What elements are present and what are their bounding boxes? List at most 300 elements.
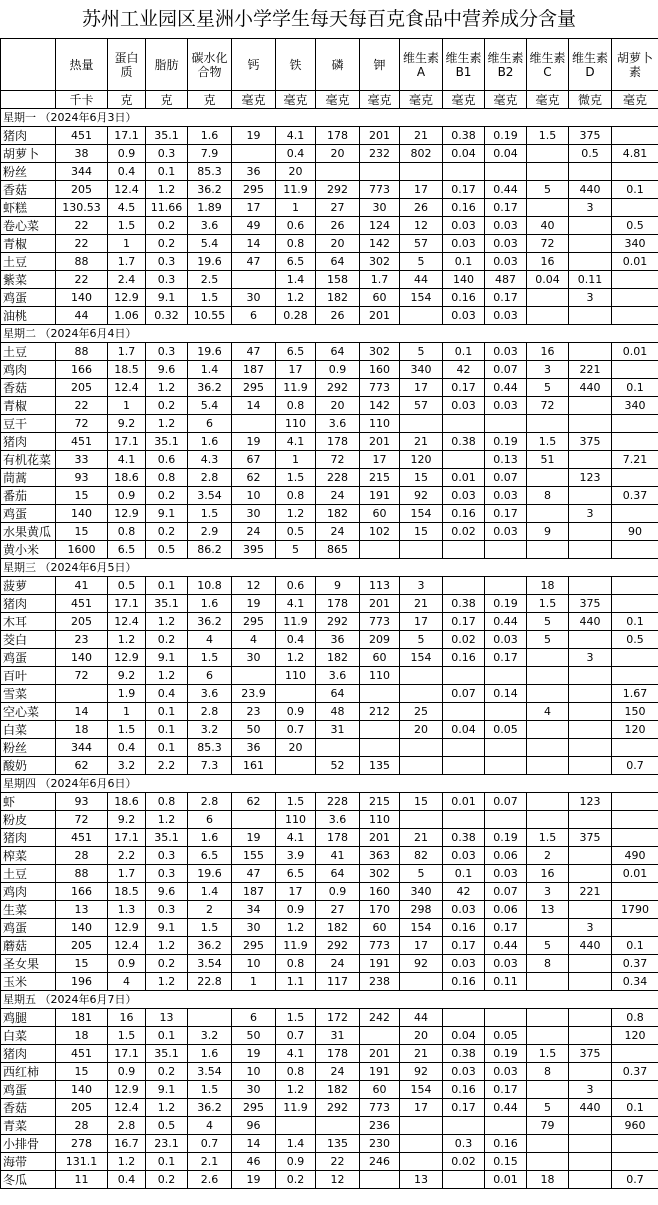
nutrient-value: 451: [56, 829, 108, 847]
nutrient-value: 93: [56, 793, 108, 811]
food-name: 香菇: [1, 1099, 56, 1117]
day-label: 星期二 （2024年6月4日）: [1, 325, 658, 343]
nutrient-value: 0.1: [612, 937, 658, 955]
nutrient-value: [360, 685, 400, 703]
food-name: 鸡肉: [1, 361, 56, 379]
nutrient-value: 11.9: [276, 613, 316, 631]
food-name: 有机花菜: [1, 451, 56, 469]
nutrient-value: [612, 595, 658, 613]
nutrient-value: [360, 739, 400, 757]
nutrient-value: 23.9: [232, 685, 276, 703]
nutrient-value: 238: [360, 973, 400, 991]
nutrient-value: 0.4: [276, 145, 316, 163]
nutrient-value: 3: [569, 919, 612, 937]
nutrient-value: 3: [569, 505, 612, 523]
nutrient-value: 236: [360, 1117, 400, 1135]
nutrient-value: [569, 451, 612, 469]
food-name: 鸡蛋: [1, 505, 56, 523]
nutrient-value: 0.01: [612, 253, 658, 271]
nutrient-value: 42: [443, 361, 485, 379]
nutrient-value: [569, 343, 612, 361]
nutrient-value: 20: [276, 163, 316, 181]
nutrient-value: 25: [400, 703, 443, 721]
nutrient-value: 9.2: [108, 667, 146, 685]
table-row: [1, 145, 658, 163]
nutrient-value: 9.2: [108, 415, 146, 433]
nutrient-value: 20: [276, 739, 316, 757]
column-header: 脂肪: [146, 39, 188, 91]
nutrient-value: 9.1: [146, 505, 188, 523]
table-row: [1, 1099, 658, 1117]
table-row: [1, 577, 658, 595]
nutrient-value: 0.01: [443, 793, 485, 811]
nutrient-value: 182: [316, 289, 360, 307]
nutrient-value: 0.03: [443, 217, 485, 235]
nutrient-value: 6.5: [276, 865, 316, 883]
nutrient-value: 18: [527, 1171, 569, 1189]
nutrient-value: 0.7: [612, 1171, 658, 1189]
nutrient-value: 0.04: [443, 721, 485, 739]
nutrient-value: 9.2: [108, 811, 146, 829]
nutrient-value: 0.04: [527, 271, 569, 289]
nutrient-value: 0.38: [443, 433, 485, 451]
nutrient-value: 6: [188, 667, 232, 685]
nutrient-value: [527, 289, 569, 307]
unit-cell: 毫克: [527, 91, 569, 109]
nutrient-value: 154: [400, 649, 443, 667]
nutrient-value: 295: [232, 613, 276, 631]
nutrient-value: 0.16: [443, 649, 485, 667]
nutrient-value: 246: [360, 1153, 400, 1171]
nutrient-value: 0.03: [485, 253, 527, 271]
food-name: 鸡腿: [1, 1009, 56, 1027]
nutrient-value: 1.5: [527, 1045, 569, 1063]
nutrient-value: 9.1: [146, 1081, 188, 1099]
nutrient-value: 5: [400, 343, 443, 361]
nutrient-value: 52: [316, 757, 360, 775]
nutrient-value: 10.55: [188, 307, 232, 325]
nutrient-value: 85.3: [188, 739, 232, 757]
day-label: 星期一 （2024年6月3日）: [1, 109, 658, 127]
nutrient-value: 142: [360, 397, 400, 415]
nutrient-value: 16: [527, 343, 569, 361]
food-name: 香菇: [1, 379, 56, 397]
nutrient-value: 0.19: [485, 595, 527, 613]
nutrient-value: 0.03: [443, 397, 485, 415]
nutrient-value: 490: [612, 847, 658, 865]
nutrient-value: 0.3: [146, 145, 188, 163]
nutrient-value: 0.1: [612, 379, 658, 397]
nutrient-value: [527, 541, 569, 559]
nutrient-value: 15: [400, 523, 443, 541]
nutrient-value: 5: [527, 1099, 569, 1117]
nutrient-value: 182: [316, 1081, 360, 1099]
nutrient-value: 0.38: [443, 127, 485, 145]
nutrient-value: 0.3: [146, 847, 188, 865]
nutrient-value: 0.03: [485, 235, 527, 253]
nutrient-value: 17: [400, 613, 443, 631]
day-header-row: [1, 325, 658, 343]
nutrient-value: 72: [527, 235, 569, 253]
nutrient-value: 0.8: [108, 523, 146, 541]
nutrient-value: [612, 1135, 658, 1153]
unit-cell: 微克: [569, 91, 612, 109]
nutrient-value: 0.2: [146, 1171, 188, 1189]
nutrient-value: 487: [485, 271, 527, 289]
nutrient-value: 0.3: [146, 901, 188, 919]
nutrient-value: 773: [360, 379, 400, 397]
nutrient-value: 0.07: [485, 793, 527, 811]
nutrient-value: [400, 1117, 443, 1135]
nutrient-value: [612, 1153, 658, 1171]
nutrient-value: 0.5: [276, 523, 316, 541]
nutrient-value: 33: [56, 451, 108, 469]
nutrient-value: [443, 1009, 485, 1027]
nutrient-value: 1.2: [146, 811, 188, 829]
nutrient-value: 34: [232, 901, 276, 919]
nutrient-value: 140: [56, 649, 108, 667]
nutrient-value: 0.9: [276, 1153, 316, 1171]
nutrient-value: 0.13: [485, 451, 527, 469]
nutrient-value: 0.44: [485, 1099, 527, 1117]
nutrient-value: 0.03: [443, 235, 485, 253]
nutrient-value: 0.2: [146, 631, 188, 649]
food-name: 西红柿: [1, 1063, 56, 1081]
nutrient-value: [612, 919, 658, 937]
nutrient-value: [443, 415, 485, 433]
nutrient-value: 0.8: [612, 1009, 658, 1027]
nutrient-value: 0.2: [146, 235, 188, 253]
nutrient-value: 18: [527, 577, 569, 595]
nutrient-value: 1.7: [108, 343, 146, 361]
nutrient-value: 19.6: [188, 253, 232, 271]
nutrient-value: [485, 541, 527, 559]
nutrient-value: 123: [569, 469, 612, 487]
food-name: 青椒: [1, 397, 56, 415]
nutrient-value: 117: [316, 973, 360, 991]
nutrient-value: 88: [56, 343, 108, 361]
nutrient-value: [400, 685, 443, 703]
nutrient-value: 21: [400, 1045, 443, 1063]
nutrient-value: 140: [56, 505, 108, 523]
nutrient-value: [188, 1009, 232, 1027]
nutrient-value: 773: [360, 937, 400, 955]
food-name: 鸡肉: [1, 883, 56, 901]
table-row: [1, 793, 658, 811]
column-header: 胡萝卜素: [612, 39, 658, 91]
nutrient-value: 1: [232, 973, 276, 991]
nutrient-value: 2.8: [188, 469, 232, 487]
nutrient-value: 178: [316, 127, 360, 145]
table-row: [1, 199, 658, 217]
nutrient-value: 1: [276, 199, 316, 217]
nutrient-value: 451: [56, 433, 108, 451]
nutrient-value: 19: [232, 1045, 276, 1063]
nutrient-value: 19: [232, 595, 276, 613]
food-name: 黄小米: [1, 541, 56, 559]
nutrient-value: 0.01: [443, 469, 485, 487]
nutrient-value: 0.38: [443, 829, 485, 847]
nutrient-value: 24: [316, 487, 360, 505]
nutrient-value: 0.9: [108, 955, 146, 973]
nutrient-value: 0.03: [485, 631, 527, 649]
nutrient-value: 47: [232, 865, 276, 883]
food-name: 青菜: [1, 1117, 56, 1135]
nutrient-value: 140: [56, 919, 108, 937]
nutrient-value: 0.07: [443, 685, 485, 703]
nutrient-value: 3.54: [188, 1063, 232, 1081]
nutrient-value: [569, 955, 612, 973]
table-row: [1, 847, 658, 865]
nutrient-value: [527, 667, 569, 685]
nutrient-value: 30: [360, 199, 400, 217]
nutrient-value: 205: [56, 937, 108, 955]
nutrient-value: 242: [360, 1009, 400, 1027]
nutrient-value: 0.1: [443, 865, 485, 883]
nutrient-value: 340: [612, 397, 658, 415]
nutrient-value: [569, 1153, 612, 1171]
nutrient-value: 160: [360, 361, 400, 379]
nutrient-value: 0.02: [443, 631, 485, 649]
nutrient-value: 72: [527, 397, 569, 415]
nutrient-value: [569, 973, 612, 991]
nutrient-value: 30: [232, 919, 276, 937]
nutrient-value: 0.44: [485, 181, 527, 199]
nutrient-value: [527, 415, 569, 433]
nutrient-value: 36.2: [188, 1099, 232, 1117]
nutrient-value: [400, 757, 443, 775]
nutrient-value: [527, 199, 569, 217]
table-row: [1, 1153, 658, 1171]
nutrient-value: 1: [108, 235, 146, 253]
nutrient-value: 0.11: [569, 271, 612, 289]
nutrient-value: 0.3: [146, 865, 188, 883]
nutrient-value: [485, 739, 527, 757]
nutrient-value: 0.17: [485, 649, 527, 667]
nutrient-value: 0.1: [146, 1027, 188, 1045]
nutrient-value: [569, 217, 612, 235]
nutrient-value: [527, 145, 569, 163]
nutrient-value: 1.4: [188, 361, 232, 379]
nutrient-value: 0.1: [612, 181, 658, 199]
nutrient-value: 0.15: [485, 1153, 527, 1171]
nutrient-value: 36: [232, 739, 276, 757]
table-row: [1, 433, 658, 451]
food-name: 土豆: [1, 343, 56, 361]
nutrient-value: [443, 703, 485, 721]
table-row: [1, 397, 658, 415]
nutrient-value: 0.34: [612, 973, 658, 991]
nutrient-value: 0.9: [108, 487, 146, 505]
nutrient-value: 2.8: [188, 703, 232, 721]
nutrient-value: 124: [360, 217, 400, 235]
nutrient-value: 0.01: [612, 865, 658, 883]
food-name: 土豆: [1, 253, 56, 271]
nutrient-value: [612, 199, 658, 217]
nutrient-value: 228: [316, 469, 360, 487]
nutrient-value: 6: [232, 1009, 276, 1027]
nutrient-value: 140: [56, 1081, 108, 1099]
nutrient-value: 0.16: [443, 505, 485, 523]
nutrient-value: 201: [360, 829, 400, 847]
nutrient-value: 0.9: [276, 901, 316, 919]
nutrient-value: 5: [276, 541, 316, 559]
table-row: [1, 379, 658, 397]
nutrient-value: 50: [232, 1027, 276, 1045]
nutrient-value: 1.2: [146, 1099, 188, 1117]
nutrient-value: 72: [56, 667, 108, 685]
nutrient-value: [612, 469, 658, 487]
nutrient-value: [612, 361, 658, 379]
food-name: 百叶: [1, 667, 56, 685]
nutrient-value: 19.6: [188, 865, 232, 883]
nutrient-value: 13: [527, 901, 569, 919]
nutrient-value: 36.2: [188, 379, 232, 397]
nutrient-value: 0.06: [485, 847, 527, 865]
nutrient-value: 64: [316, 343, 360, 361]
table-row: [1, 415, 658, 433]
nutrient-value: 3: [569, 1081, 612, 1099]
nutrient-value: 17.1: [108, 1045, 146, 1063]
food-name: 白菜: [1, 1027, 56, 1045]
nutrient-value: [527, 919, 569, 937]
nutrient-value: [569, 1063, 612, 1081]
nutrient-value: 0.6: [146, 451, 188, 469]
nutrient-value: 0.2: [146, 955, 188, 973]
table-row: [1, 1135, 658, 1153]
food-name: 粉皮: [1, 811, 56, 829]
table-row: [1, 523, 658, 541]
nutrient-value: 72: [56, 811, 108, 829]
nutrient-value: 292: [316, 937, 360, 955]
nutrient-value: 340: [400, 883, 443, 901]
nutrient-value: [569, 523, 612, 541]
nutrient-value: 0.8: [146, 469, 188, 487]
unit-cell: 克: [188, 91, 232, 109]
nutrient-value: [400, 163, 443, 181]
unit-cell: 千卡: [56, 91, 108, 109]
nutrient-value: 0.07: [485, 469, 527, 487]
nutrient-value: 17: [400, 937, 443, 955]
nutrient-value: 0.1: [146, 1153, 188, 1171]
nutrient-value: [612, 739, 658, 757]
nutrient-value: 0.5: [108, 577, 146, 595]
nutrient-value: [527, 469, 569, 487]
table-row: [1, 811, 658, 829]
food-name: 圣女果: [1, 955, 56, 973]
nutrient-value: 0.3: [146, 253, 188, 271]
nutrient-value: 773: [360, 1099, 400, 1117]
nutrient-value: 17.1: [108, 433, 146, 451]
nutrient-value: 20: [400, 721, 443, 739]
nutrient-value: 14: [232, 397, 276, 415]
nutrient-value: 0.04: [485, 145, 527, 163]
nutrient-value: 0.03: [485, 523, 527, 541]
nutrient-value: 1: [108, 703, 146, 721]
nutrient-value: [360, 721, 400, 739]
nutrient-value: 44: [56, 307, 108, 325]
nutrient-value: 82: [400, 847, 443, 865]
table-row: [1, 253, 658, 271]
nutrient-value: 19: [232, 829, 276, 847]
nutrient-value: 9.6: [146, 361, 188, 379]
nutrient-value: 22: [56, 397, 108, 415]
nutrient-value: [527, 973, 569, 991]
nutrient-value: 0.03: [443, 847, 485, 865]
nutrient-value: 0.07: [485, 361, 527, 379]
nutrient-value: 17: [276, 361, 316, 379]
nutrient-value: 17: [360, 451, 400, 469]
nutrient-value: [276, 757, 316, 775]
nutrient-value: [569, 307, 612, 325]
nutrient-value: 1.5: [276, 793, 316, 811]
nutrient-value: 17.1: [108, 829, 146, 847]
table-row: [1, 613, 658, 631]
nutrient-value: 1.5: [188, 1081, 232, 1099]
nutrient-value: 0.8: [276, 955, 316, 973]
unit-cell: 毫克: [612, 91, 658, 109]
nutrient-value: 13: [56, 901, 108, 919]
nutrient-value: 47: [232, 343, 276, 361]
table-row: [1, 127, 658, 145]
nutrient-value: 0.2: [146, 217, 188, 235]
nutrient-value: 191: [360, 1063, 400, 1081]
nutrient-value: 0.8: [276, 235, 316, 253]
nutrient-value: [443, 163, 485, 181]
table-row: [1, 451, 658, 469]
table-row: [1, 235, 658, 253]
nutrient-value: 0.04: [443, 1027, 485, 1045]
nutrient-value: 230: [360, 1135, 400, 1153]
nutrient-value: 0.17: [443, 181, 485, 199]
nutrient-value: [485, 703, 527, 721]
nutrient-value: 60: [360, 505, 400, 523]
nutrient-value: [56, 685, 108, 703]
nutrient-value: 14: [232, 1135, 276, 1153]
nutrient-value: 0.1: [612, 1099, 658, 1117]
nutrient-value: 23: [56, 631, 108, 649]
nutrient-value: [360, 1027, 400, 1045]
nutrient-value: 15: [400, 793, 443, 811]
table-row: [1, 685, 658, 703]
nutrient-value: 15: [400, 469, 443, 487]
nutrient-value: [400, 1135, 443, 1153]
table-row: [1, 667, 658, 685]
nutrient-value: 1600: [56, 541, 108, 559]
nutrient-value: [612, 127, 658, 145]
nutrient-value: 0.19: [485, 1045, 527, 1063]
nutrient-value: 340: [612, 235, 658, 253]
nutrient-value: 16: [108, 1009, 146, 1027]
nutrient-value: 62: [232, 469, 276, 487]
nutrient-value: 0.16: [485, 1135, 527, 1153]
nutrient-value: 0.5: [569, 145, 612, 163]
nutrient-value: 4.1: [276, 829, 316, 847]
nutrient-value: 9.1: [146, 919, 188, 937]
nutrient-value: 2.5: [188, 271, 232, 289]
nutrient-value: 440: [569, 1099, 612, 1117]
nutrient-value: 9.1: [146, 649, 188, 667]
nutrient-value: 1.4: [276, 271, 316, 289]
nutrient-value: 0.9: [108, 145, 146, 163]
nutrient-value: 5: [527, 613, 569, 631]
nutrient-value: 44: [400, 271, 443, 289]
nutrient-value: 17: [400, 181, 443, 199]
nutrient-value: 451: [56, 127, 108, 145]
nutrient-value: 0.1: [443, 343, 485, 361]
nutrient-value: 0.03: [485, 217, 527, 235]
nutrient-value: 0.03: [443, 487, 485, 505]
